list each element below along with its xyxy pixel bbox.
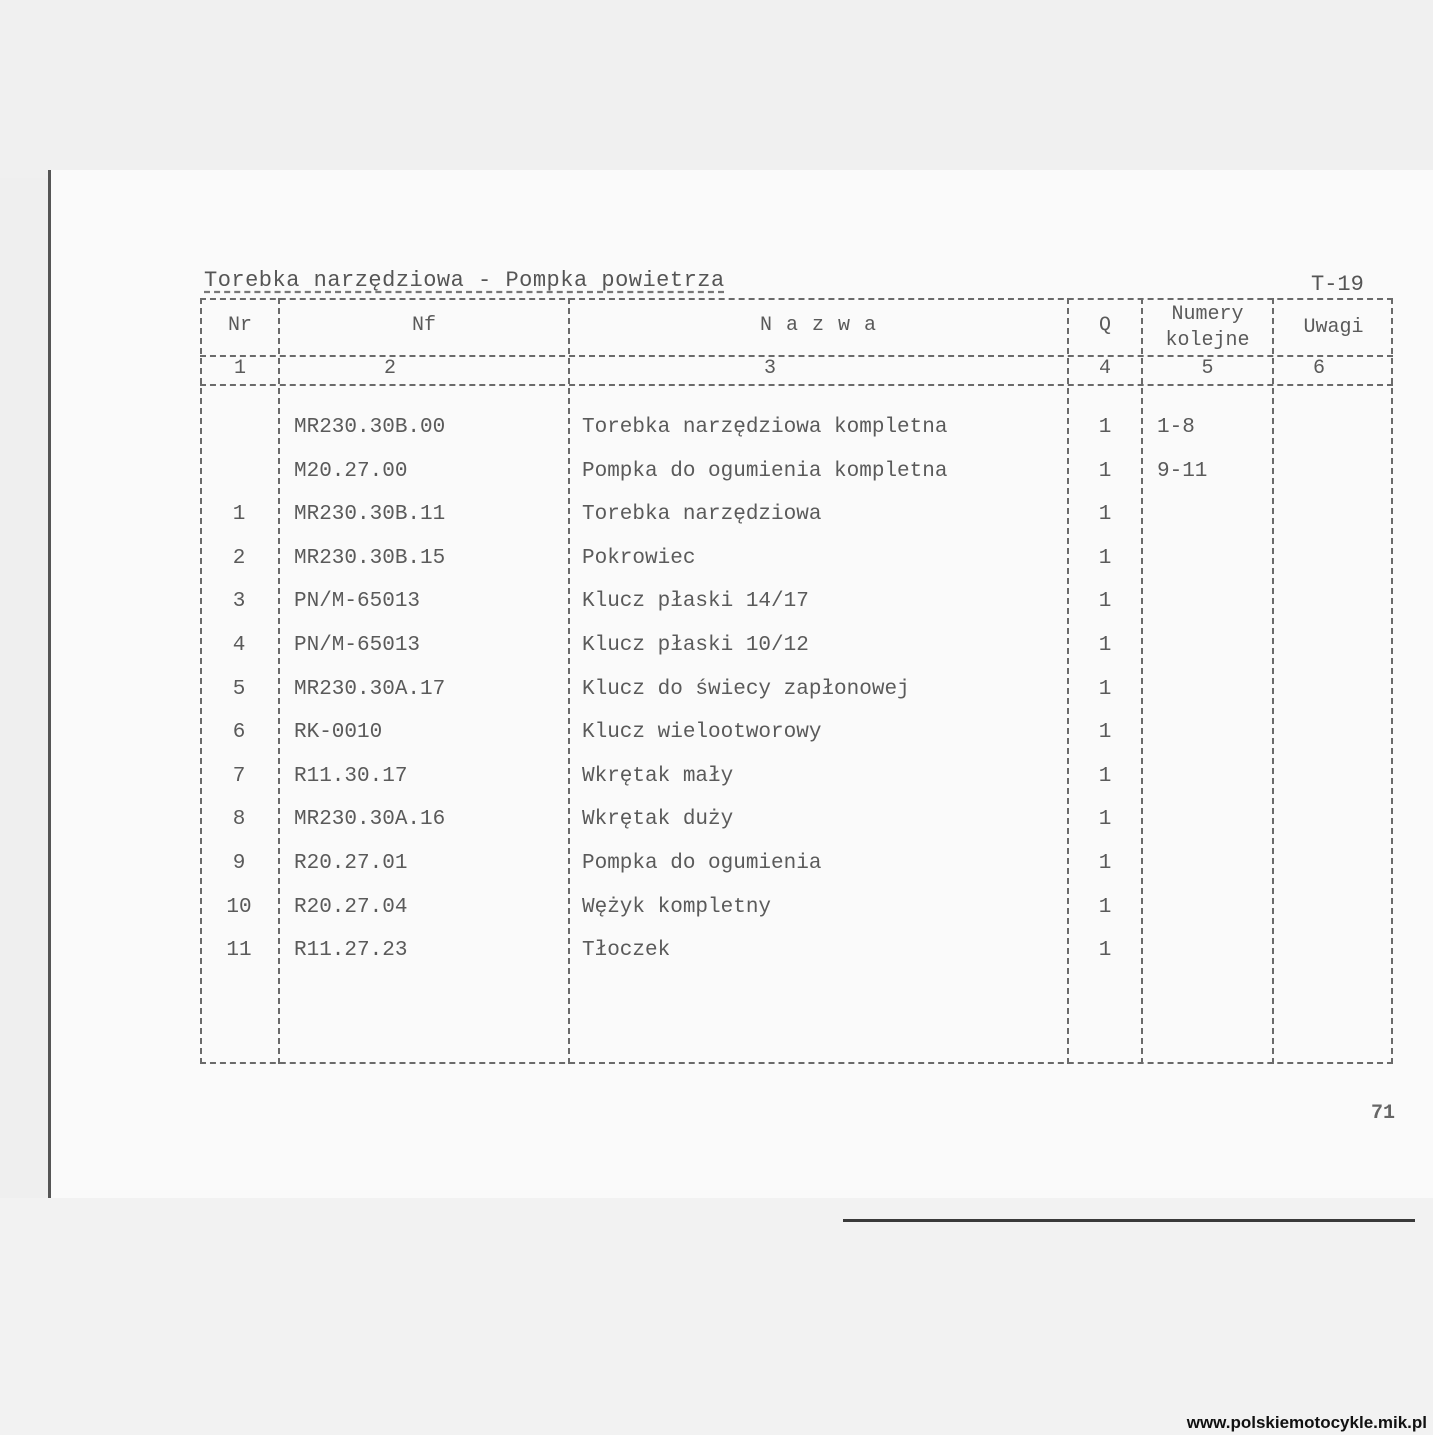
cell-quantity: 1	[1098, 547, 1112, 570]
header-number-6: 6	[1312, 357, 1325, 380]
cell-quantity: 1	[1098, 808, 1112, 831]
cell-quantity: 1	[1098, 634, 1112, 657]
cell-name: Klucz płaski 10/12	[582, 634, 809, 657]
cell-nf: MR230.30A.17	[294, 678, 446, 701]
cell-quantity: 1	[1098, 590, 1112, 613]
header-nr: Nr	[227, 314, 252, 337]
header-name: N a z w a	[759, 314, 878, 337]
cell-nf: RK-0010	[294, 721, 383, 744]
site-url: www.polskiemotocykle.mik.pl	[1186, 1413, 1427, 1432]
cell-quantity: 1	[1098, 503, 1112, 526]
scan-top-band	[0, 0, 1433, 178]
cell-nr: 3	[232, 590, 246, 613]
cell-nf: MR230.30A.16	[294, 808, 446, 831]
cell-nf: PN/M-65013	[294, 590, 421, 613]
cell-nr: 11	[226, 939, 252, 962]
cell-quantity: 1	[1098, 721, 1112, 744]
cell-nf: MR230.30B.00	[294, 416, 446, 439]
header-nf: Nf	[411, 314, 436, 337]
cell-nf: R20.27.01	[294, 852, 408, 875]
cell-quantity: 1	[1098, 416, 1112, 439]
cell-quantity: 1	[1098, 678, 1112, 701]
cell-quantity: 1	[1098, 939, 1112, 962]
cell-name: Torebka narzędziowa	[582, 503, 822, 526]
cell-nr: 1	[232, 503, 246, 526]
cell-nf: MR230.30B.15	[294, 547, 446, 570]
cell-name: Klucz do świecy zapłonowej	[582, 678, 910, 701]
cell-nr: 8	[232, 808, 246, 831]
page-number: 71	[1371, 1102, 1396, 1125]
column-divider	[278, 298, 280, 1064]
sheet-code: T-19	[1311, 272, 1364, 297]
header-sequence-numbers: Numery kolejne	[1165, 303, 1250, 352]
header-number-5: 5	[1201, 357, 1214, 380]
cell-nr: 7	[232, 765, 246, 788]
cell-nf: R11.30.17	[294, 765, 408, 788]
header-notes: Uwagi	[1303, 316, 1364, 339]
cell-nf: PN/M-65013	[294, 634, 421, 657]
cell-nf: R11.27.23	[294, 939, 408, 962]
header-divider	[200, 384, 1393, 386]
cell-nr: 4	[232, 634, 246, 657]
cell-quantity: 1	[1098, 896, 1112, 919]
column-divider	[1141, 298, 1143, 1064]
scan-edge-rule	[843, 1219, 1415, 1222]
header-number-4: 4	[1098, 357, 1111, 380]
header-number-3: 3	[763, 357, 776, 380]
cell-nr: 6	[232, 721, 246, 744]
cell-nf: MR230.30B.11	[294, 503, 446, 526]
cell-nr: 9	[232, 852, 246, 875]
cell-name: Klucz płaski 14/17	[582, 590, 809, 613]
cell-name: Pompka do ogumienia	[582, 852, 822, 875]
cell-name: Tłoczek	[582, 939, 671, 962]
document-title: Torebka narzędziowa - Pompka powietrza	[204, 268, 725, 293]
cell-nf: R20.27.04	[294, 896, 408, 919]
cell-name: Wkrętak mały	[582, 765, 734, 788]
cell-quantity: 1	[1098, 765, 1112, 788]
cell-quantity: 1	[1098, 852, 1112, 875]
cell-name: Torebka narzędziowa kompletna	[582, 416, 948, 439]
column-divider	[568, 298, 570, 1064]
header-quantity: Q	[1098, 314, 1111, 337]
cell-nr: 10	[226, 896, 252, 919]
cell-sequence: 9-11	[1157, 460, 1208, 483]
cell-sequence: 1-8	[1157, 416, 1195, 439]
cell-nr: 5	[232, 678, 246, 701]
column-divider	[1272, 298, 1274, 1064]
cell-nf: M20.27.00	[294, 460, 408, 483]
cell-quantity: 1	[1098, 460, 1112, 483]
cell-nr: 2	[232, 547, 246, 570]
header-number-2: 2	[383, 357, 396, 380]
cell-name: Wkrętak duży	[582, 808, 734, 831]
cell-name: Wężyk kompletny	[582, 896, 772, 919]
cell-name: Klucz wielootworowy	[582, 721, 822, 744]
cell-name: Pompka do ogumienia kompletna	[582, 460, 948, 483]
header-number-1: 1	[233, 357, 246, 380]
scan-bottom-band	[0, 1198, 1433, 1435]
cell-name: Pokrowiec	[582, 547, 696, 570]
